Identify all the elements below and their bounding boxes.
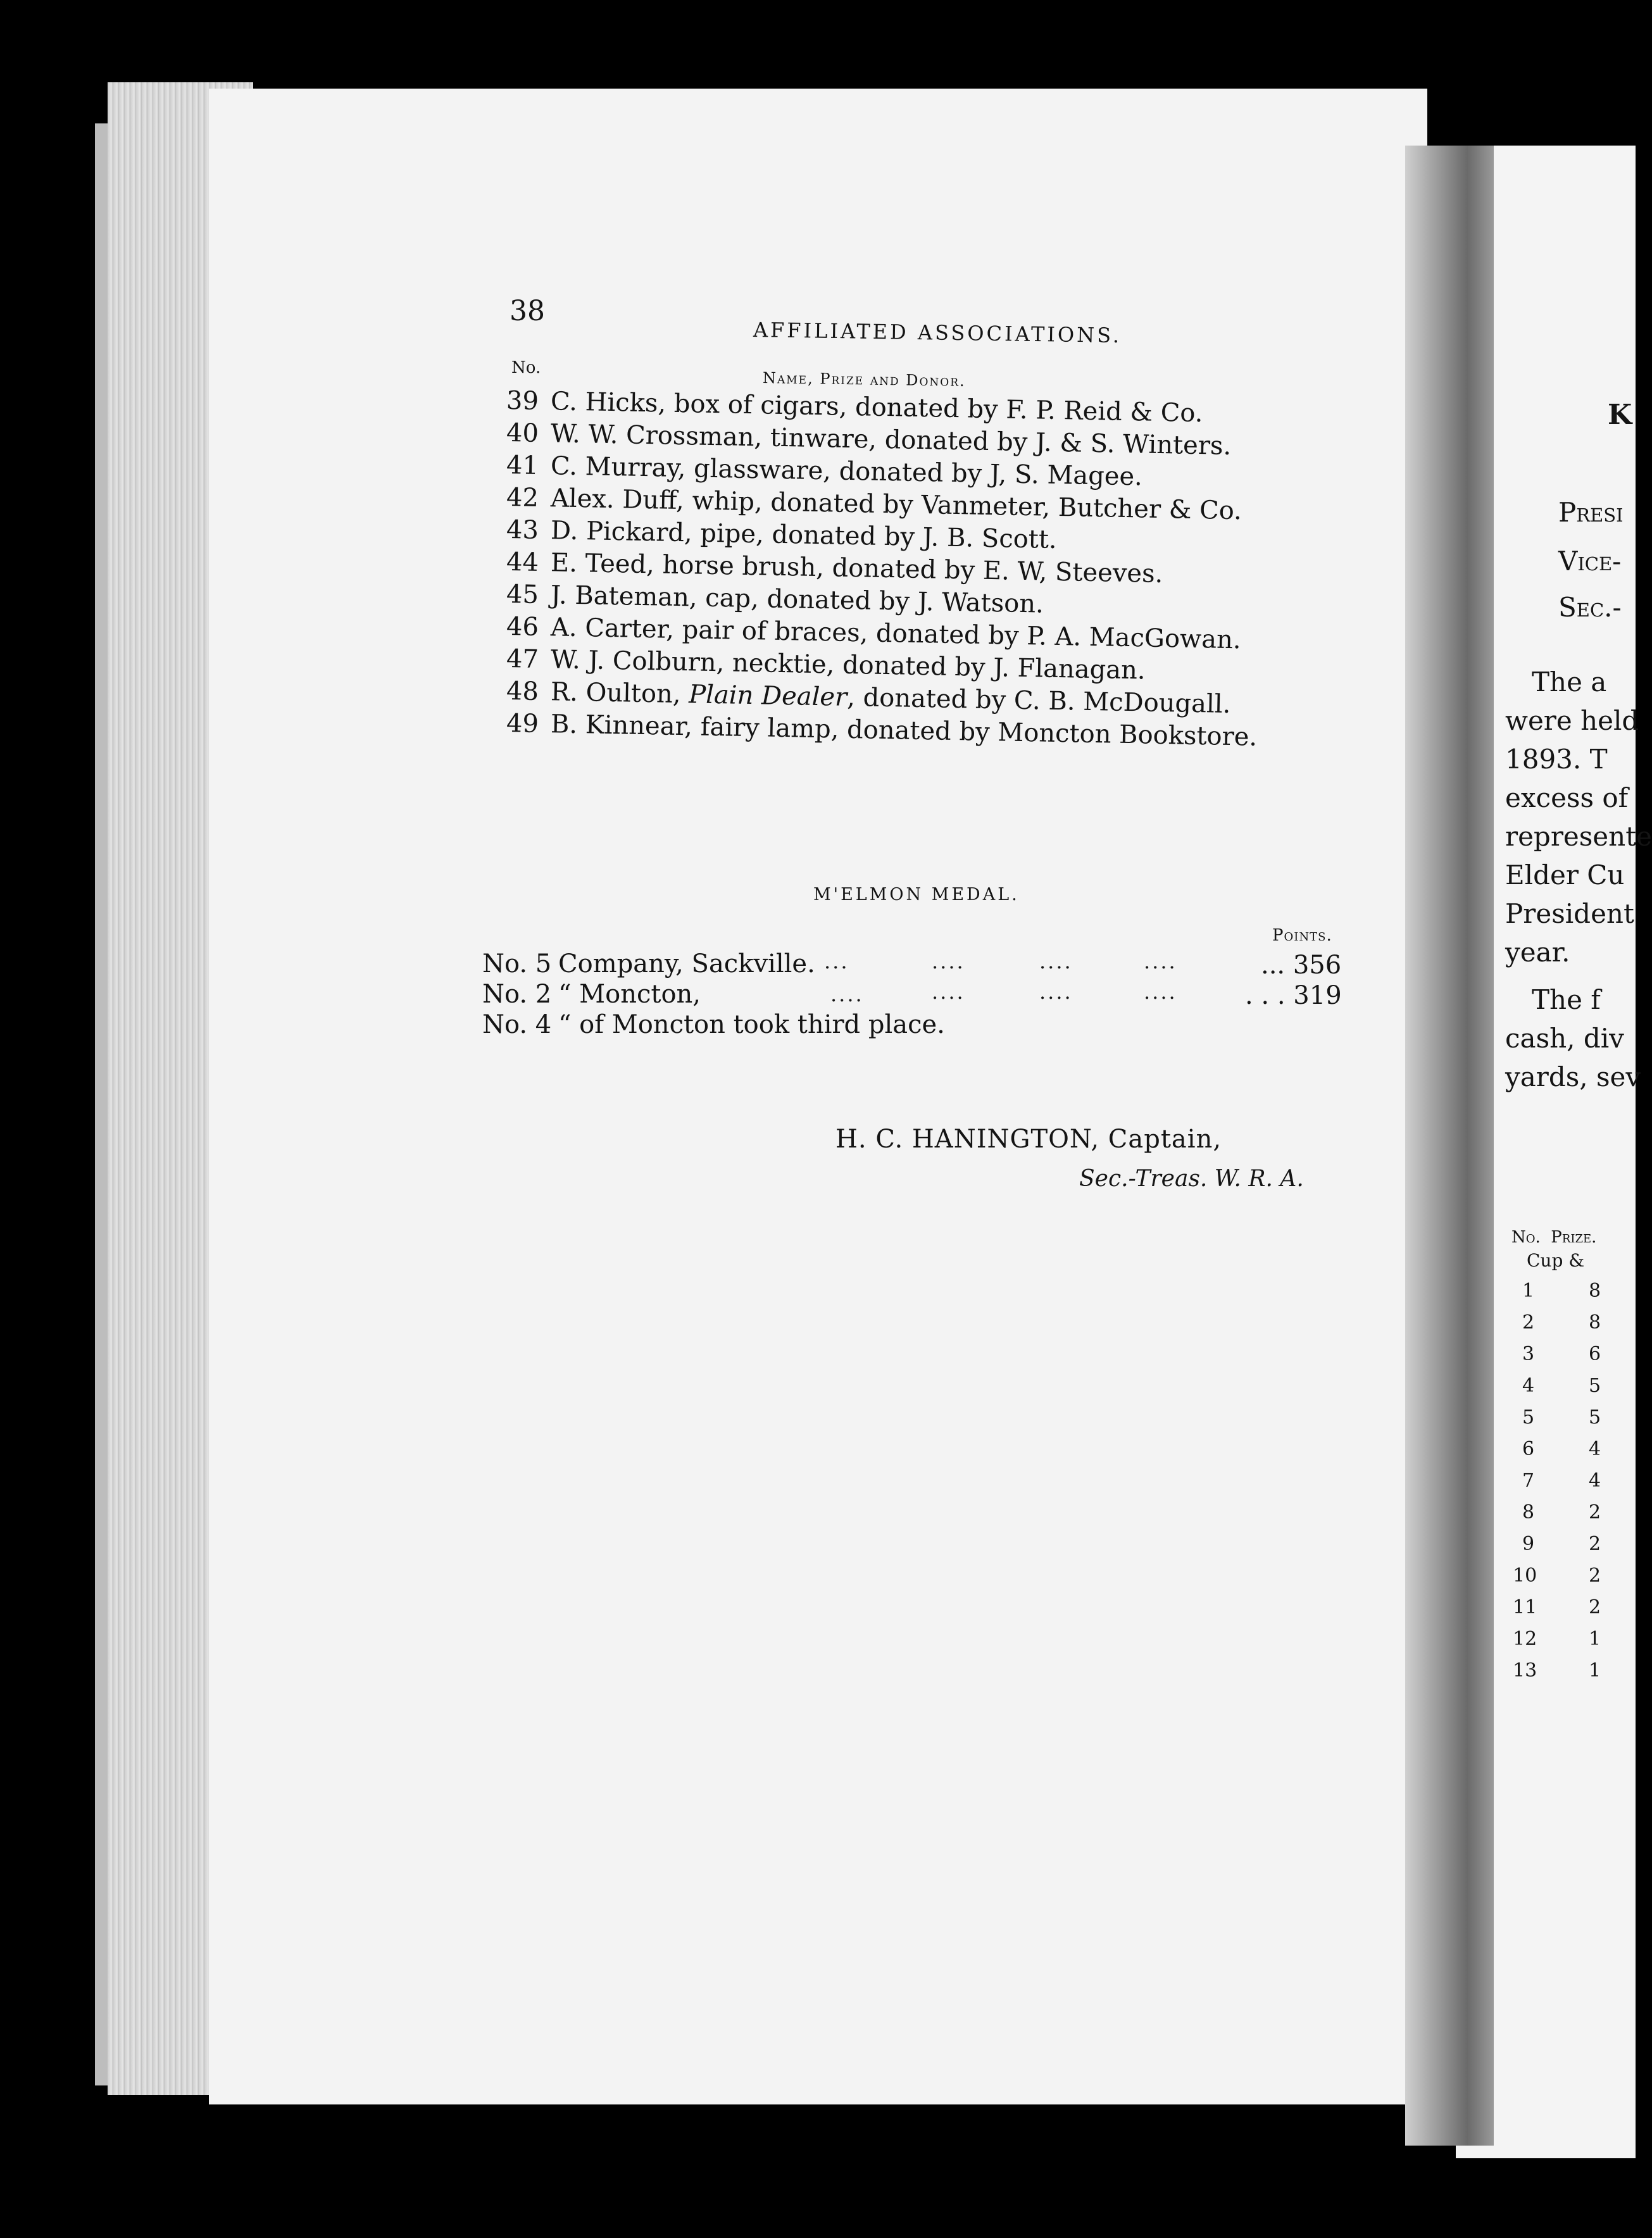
table-row: 1 8	[1522, 1280, 1601, 1302]
paragraph-line: The a	[1532, 666, 1607, 697]
prize-number: 40	[506, 418, 539, 448]
table-row	[482, 1010, 1356, 1041]
paragraph-line: were held	[1505, 705, 1639, 736]
prize-text: W. J. Colburn, necktie, donated by J. Flanagan.	[550, 645, 1146, 685]
prize-text: C. Hicks, box of cigars, donated by F. P. Reid & Co.	[550, 387, 1203, 428]
signature-title: Sec.-Treas. W. R. A.	[1079, 1166, 1304, 1192]
running-head: AFFILIATED ASSOCIATIONS.	[753, 318, 1122, 348]
officer-line: Presi	[1558, 497, 1624, 528]
table-row: 11 2	[1513, 1596, 1601, 1618]
book-gutter	[1405, 146, 1494, 2146]
table-row: 9 2	[1522, 1533, 1601, 1555]
table-row	[482, 949, 1356, 980]
officer-line: Vice-	[1558, 546, 1622, 577]
table-row: 6 4	[1522, 1438, 1601, 1460]
points-column-label: Points.	[1272, 926, 1332, 945]
leader-dots: ....	[932, 949, 965, 973]
prize-text: D. Pickard, pipe, donated by J. B. Scott.	[550, 516, 1058, 554]
table-row: 2 8	[1522, 1311, 1601, 1334]
company-name: “ of Moncton took third place.	[558, 1010, 945, 1039]
officer-line: Sec.-	[1558, 592, 1622, 623]
prize-number: 44	[506, 547, 539, 577]
table-row: 8 2	[1522, 1501, 1601, 1523]
leader-dots: ....	[1039, 949, 1073, 973]
company-name: Company, Sackville.	[558, 949, 815, 978]
prize-number: 45	[506, 580, 539, 610]
table-row: 10 2	[1513, 1565, 1601, 1587]
table-row: 7 4	[1522, 1470, 1601, 1492]
company-name: “ Moncton,	[558, 980, 701, 1009]
table-row	[482, 980, 1356, 1010]
paragraph-line: The f	[1532, 984, 1601, 1015]
prize-number: 48	[506, 677, 539, 706]
company-number: No. 2	[482, 980, 552, 1009]
prize-text: E. Teed, horse brush, donated by E. W, Steeves.	[550, 548, 1163, 589]
page-number: 38	[510, 295, 545, 327]
prize-number: 49	[506, 709, 539, 739]
table-subheader: Cup &	[1527, 1250, 1585, 1271]
table-row: 3 6	[1522, 1343, 1601, 1365]
paragraph-line: 1893. T	[1505, 744, 1608, 775]
prize-number: 43	[506, 515, 539, 545]
left-page	[209, 89, 1427, 2104]
paragraph-line: Elder Cu	[1505, 860, 1625, 891]
table-row: 13 1	[1513, 1660, 1601, 1682]
column-label-no: No.	[511, 358, 541, 377]
paragraph-line: cash, div	[1505, 1023, 1624, 1054]
prize-text: A. Carter, pair of braces, donated by P. A. MacGowan.	[550, 613, 1241, 655]
prize-number: 47	[506, 644, 539, 674]
leader-dots: ...	[824, 949, 849, 973]
table-header: No. Prize.	[1511, 1228, 1597, 1247]
signature-name: H. C. HANINGTON, Captain,	[835, 1125, 1222, 1154]
company-number: No. 4	[482, 1010, 552, 1039]
paragraph-line: President	[1505, 898, 1634, 929]
prize-text: J. Bateman, cap, donated by J. Watson.	[550, 580, 1044, 619]
prize-text: C. Murray, glassware, donated by J, S. Magee.	[550, 451, 1143, 492]
prize-text: Alex. Duff, whip, donated by Vanmeter, Butcher & Co.	[550, 484, 1242, 526]
section-title: M'ELMON MEDAL.	[813, 885, 1020, 904]
leader-dots: ....	[1039, 980, 1073, 1004]
paragraph-line: represente	[1505, 821, 1652, 852]
prize-text: R. Oulton, Plain Dealer, donated by C. B. McDougall.	[550, 677, 1231, 719]
table-row: 4 5	[1522, 1375, 1601, 1397]
prize-text: B. Kinnear, fairy lamp, donated by Moncton Bookstore.	[550, 710, 1258, 752]
paragraph-line: yards, sev	[1505, 1061, 1641, 1092]
points-value: . . . 319	[1245, 981, 1342, 1010]
prize-number: 42	[506, 483, 539, 513]
leader-dots: ....	[1144, 980, 1177, 1004]
table-row: 5 5	[1522, 1406, 1601, 1428]
table-row: 12 1	[1513, 1628, 1601, 1650]
prize-text: W. W. Crossman, tinware, donated by J. & S. Winters.	[550, 419, 1232, 461]
paragraph-line: year.	[1505, 937, 1570, 968]
column-label-name: Name, Prize and Donor.	[762, 369, 966, 391]
leader-dots: ....	[830, 982, 864, 1006]
leader-dots: ....	[1144, 949, 1177, 973]
right-heading-fragment: K	[1608, 399, 1632, 431]
prize-number: 41	[506, 451, 539, 480]
prize-number: 39	[506, 386, 539, 416]
prize-number: 46	[506, 612, 539, 642]
paragraph-line: excess of	[1505, 782, 1629, 813]
company-number: No. 5	[482, 949, 552, 978]
leader-dots: ....	[932, 980, 965, 1004]
points-value: ... 356	[1261, 951, 1342, 980]
